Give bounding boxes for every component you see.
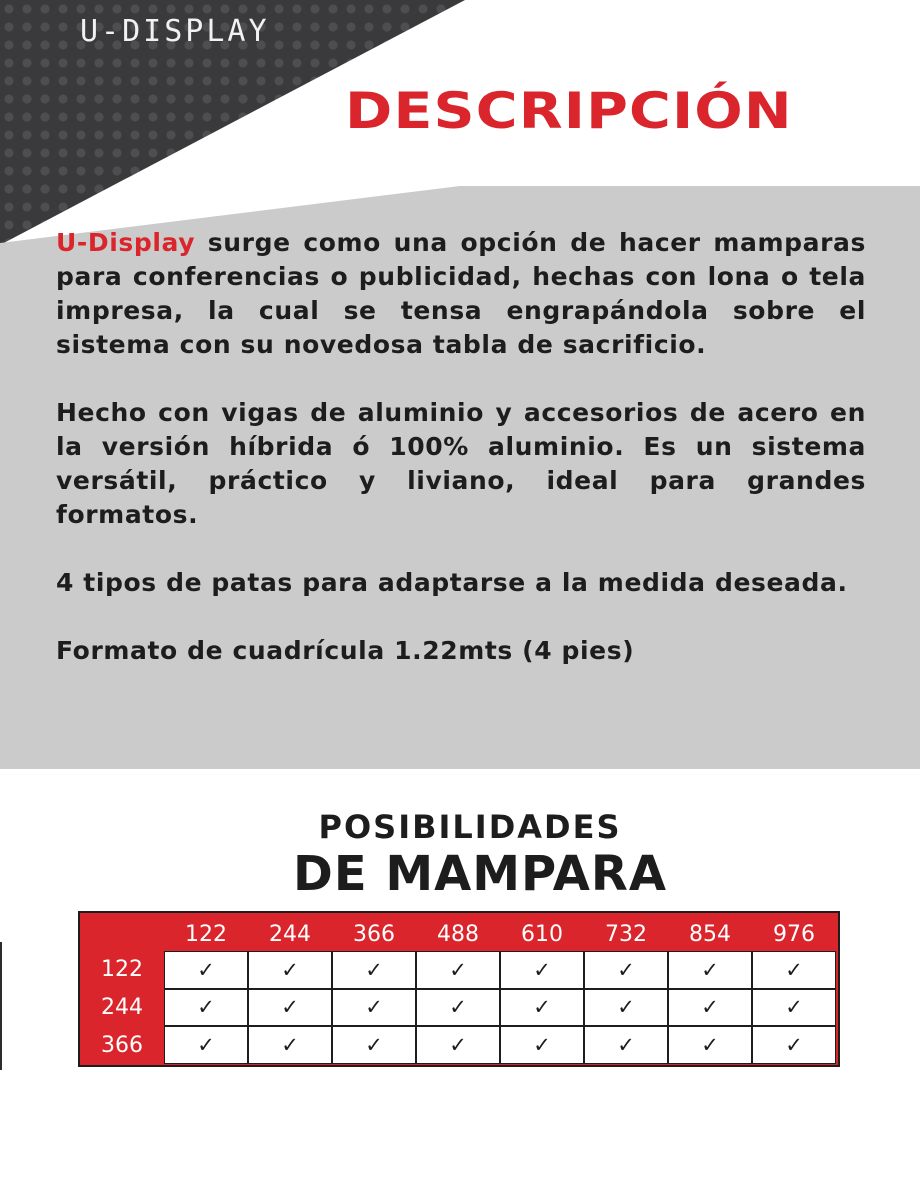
- options-title-line-2: DE MAMPARA: [292, 846, 668, 902]
- row-header: 122: [101, 957, 143, 982]
- row-header: 244: [101, 995, 143, 1020]
- paragraph-1-text: surge como una opción de hacer mamparas para conferencias o publicidad, hechas con lona o tela impresa, la cual se tensa engrapándola sobre el sistema con su novedosa tabla de sacrificio.: [56, 228, 866, 359]
- check-icon: ✓: [668, 1026, 752, 1064]
- paragraph-3: 4 tipos de patas para adaptarse a la medida deseada.: [56, 568, 848, 597]
- check-icon: ✓: [668, 989, 752, 1027]
- divider: [0, 942, 2, 1070]
- page-title: DESCRIPCIÓN: [345, 82, 793, 140]
- column-header: 488: [437, 922, 479, 947]
- column-header: 976: [773, 922, 815, 947]
- check-icon: ✓: [584, 1026, 668, 1064]
- paragraph-2: Hecho con vigas de aluminio y accesorios de acero en la versión híbrida ó 100% aluminio. Es un sistema versátil, práctico y liviano, ideal para grandes formatos.: [56, 398, 866, 529]
- table-header-row: [164, 913, 836, 951]
- column-header: 732: [605, 922, 647, 947]
- check-icon: ✓: [668, 951, 752, 989]
- description-text: [56, 226, 866, 702]
- check-icon: ✓: [584, 989, 668, 1027]
- check-icon: ✓: [164, 951, 248, 989]
- options-title-line-1: POSIBILIDADES: [318, 808, 622, 846]
- check-icon: ✓: [500, 1026, 584, 1064]
- column-header: 854: [689, 922, 731, 947]
- check-icon: ✓: [500, 951, 584, 989]
- column-header: 122: [185, 922, 227, 947]
- brand-name: U-Display: [56, 228, 196, 257]
- check-icon: ✓: [248, 951, 332, 989]
- check-icon: ✓: [332, 1026, 416, 1064]
- paragraph-1: [56, 226, 866, 362]
- table-row-labels: [80, 951, 164, 1065]
- check-icon: ✓: [752, 989, 836, 1027]
- column-header: 366: [353, 922, 395, 947]
- check-icon: ✓: [248, 989, 332, 1027]
- check-icon: ✓: [416, 1026, 500, 1064]
- size-table: [78, 911, 840, 1067]
- column-header: 610: [521, 922, 563, 947]
- check-icon: ✓: [416, 989, 500, 1027]
- column-header: 244: [269, 922, 311, 947]
- check-icon: ✓: [332, 951, 416, 989]
- check-icon: ✓: [164, 1026, 248, 1064]
- table-grid: [164, 951, 836, 1064]
- check-icon: ✓: [416, 951, 500, 989]
- check-icon: ✓: [500, 989, 584, 1027]
- check-icon: ✓: [752, 1026, 836, 1064]
- paragraph-4: Formato de cuadrícula 1.22mts (4 pies): [56, 636, 635, 665]
- check-icon: ✓: [332, 989, 416, 1027]
- brand-logo: U-DISPLAY: [80, 14, 270, 49]
- check-icon: ✓: [752, 951, 836, 989]
- check-icon: ✓: [248, 1026, 332, 1064]
- row-header: 366: [101, 1033, 143, 1058]
- check-icon: ✓: [164, 989, 248, 1027]
- check-icon: ✓: [584, 951, 668, 989]
